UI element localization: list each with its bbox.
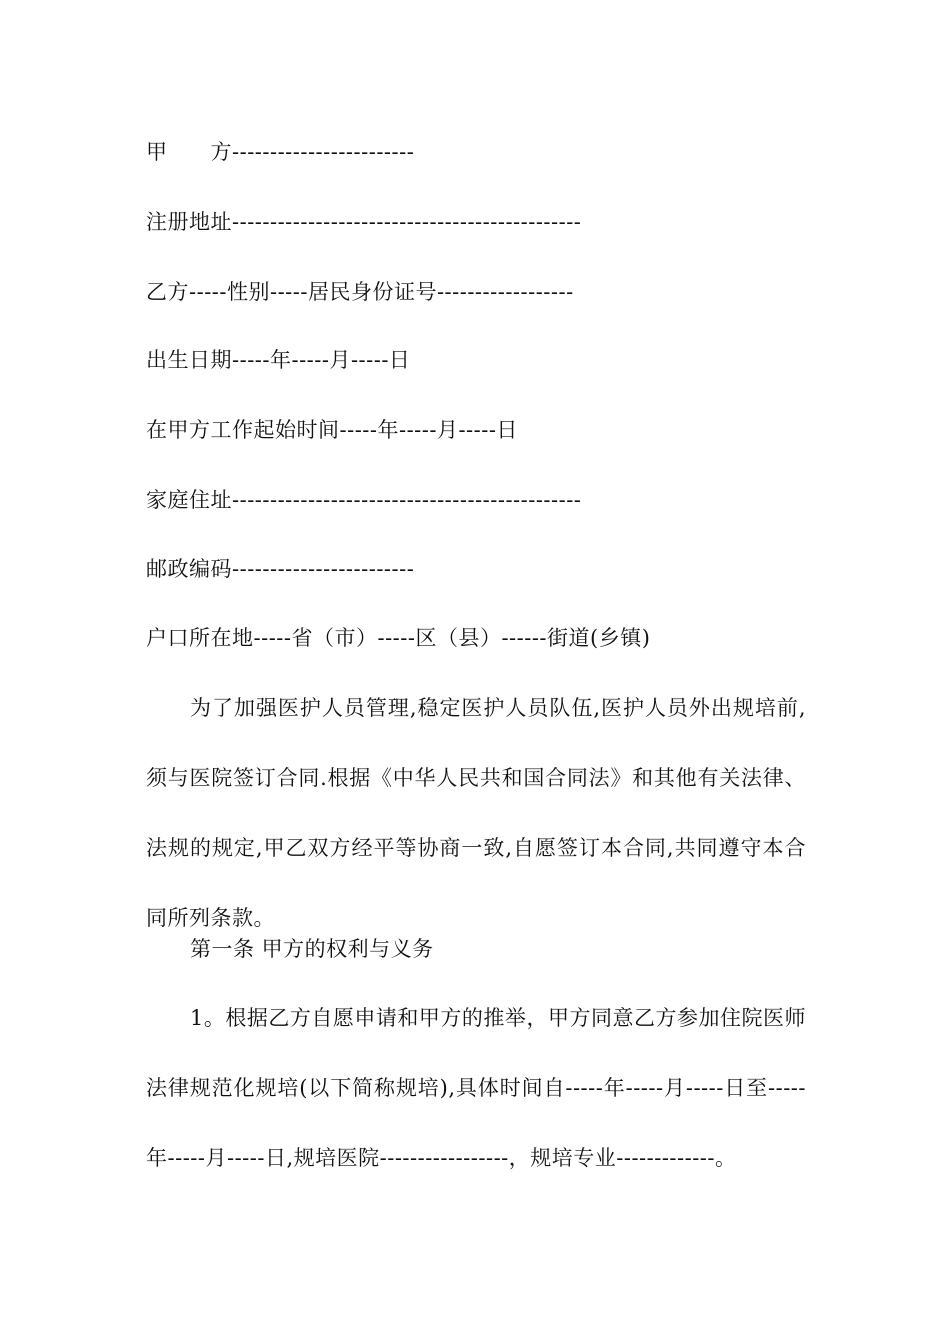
article-1-item-1: 1。根据乙方自愿申请和甲方的推举，甲方同意乙方参加住院医师法律规范化规培(以下简称规培),具体时间自-----年-----月-----日至-----年-----月-----日,规培医院-----------------，规培专业-------------。 xyxy=(146,1006,806,1170)
home-address-field: 家庭住址---------------------------------------------- xyxy=(146,488,582,512)
party-a-field: 甲 方------------------------ xyxy=(146,140,415,164)
registered-address-field: 注册地址---------------------------------------------- xyxy=(146,210,582,234)
postal-code-field: 邮政编码------------------------ xyxy=(146,557,415,581)
preamble-paragraph: 为了加强医护人员管理,稳定医护人员队伍,医护人员外出规培前,须与医院签订合同.根据《中华人民共和国合同法》和其他有关法律、法规的规定,甲乙双方经平等协商一致,自愿签订本合同,共同遵守本合同所列条款。 xyxy=(146,696,806,930)
household-registration-field: 户口所在地-----省（市）-----区（县）------街道(乡镇) xyxy=(146,626,651,650)
work-start-date-field: 在甲方工作起始时间-----年-----月-----日 xyxy=(146,418,518,442)
article-1-title: 第一条 甲方的权利与义务 xyxy=(190,937,434,961)
party-b-field: 乙方-----性别-----居民身份证号------------------ xyxy=(146,280,574,304)
birth-date-field: 出生日期-----年-----月-----日 xyxy=(146,348,411,372)
